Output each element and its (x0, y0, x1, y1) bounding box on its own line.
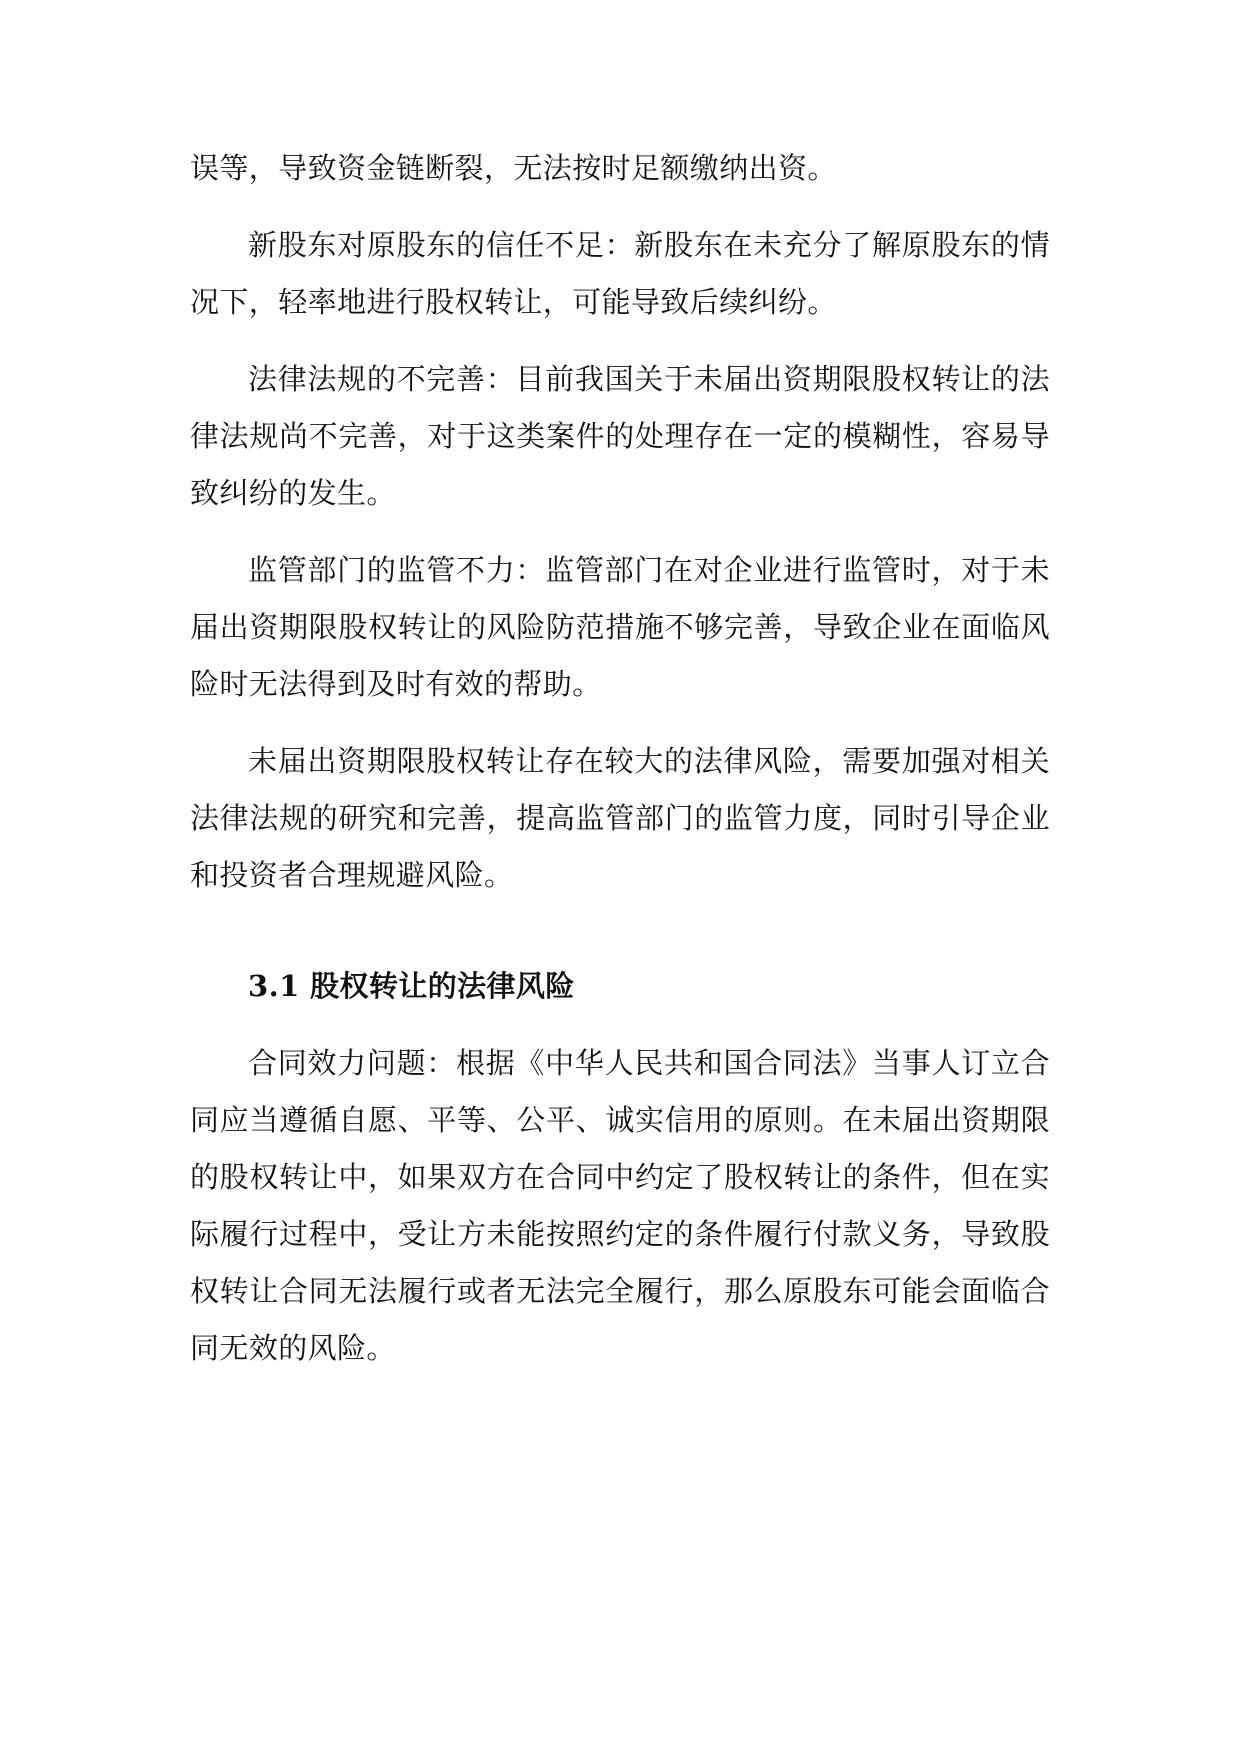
paragraph-continued: 误等，导致资金链断裂，无法按时足额缴纳出资。 (190, 151, 837, 185)
paragraph-summary: 未届出资期限股权转让存在较大的法律风险，需要加强对相关法律法规的研究和完善，提高监管部门的监管力度，同时引导企业和投资者合理规避风险。 (190, 744, 1050, 892)
paragraph-supervision-weak: 监管部门的监管不力：监管部门在对企业进行监管时，对于未届出资期限股权转让的风险防范措施不够完善，导致企业在面临风险时无法得到及时有效的帮助。 (190, 553, 1050, 701)
paragraph-laws-imperfect: 法律法规的不完善：目前我国关于未届出资期限股权转让的法律法规尚不完善，对于这类案件的处理存在一定的模糊性，容易导致纠纷的发生。 (190, 362, 1050, 510)
document-page (190, 140, 1050, 1397)
paragraph-contract-validity: 合同效力问题：根据《中华人民共和国合同法》当事人订立合同应当遵循自愿、平等、公平、诚实信用的原则。在未届出资期限的股权转让中，如果双方在合同中约定了股权转让的条件，但在实际履行过程中，受让方未能按照约定的条件履行付款义务，导致股权转让合同无法履行或者无法完全履行，那么原股东可能会面临合同无效的风险。 (190, 1046, 1050, 1365)
paragraph-shareholder-trust: 新股东对原股东的信任不足：新股东在未充分了解原股东的情况下，轻率地进行股权转让，可能导致后续纠纷。 (190, 228, 1050, 319)
section-heading: 3.1 股权转让的法律风险 (248, 969, 575, 1003)
